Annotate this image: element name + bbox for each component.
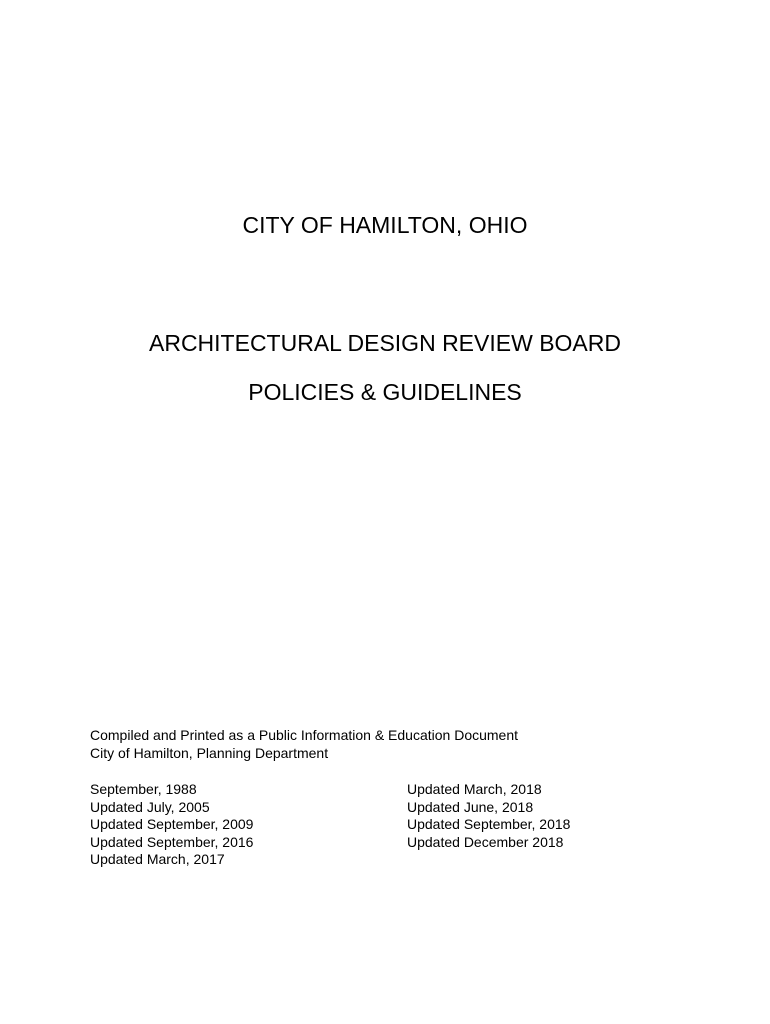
revision-dates-right bbox=[407, 781, 570, 851]
publication-line: Compiled and Printed as a Public Information & Education Document bbox=[90, 727, 519, 743]
revision-date: Updated July, 2005 bbox=[90, 798, 210, 815]
department-line: City of Hamilton, Planning Department bbox=[90, 744, 329, 761]
revision-date: Updated September, 2016 bbox=[90, 833, 254, 850]
board-title: ARCHITECTURAL DESIGN REVIEW BOARD bbox=[149, 330, 621, 356]
revision-date: Updated March, 2018 bbox=[407, 781, 542, 797]
city-title: CITY OF HAMILTON, OHIO bbox=[242, 212, 528, 238]
publication-info bbox=[90, 727, 518, 762]
revision-date: Updated September, 2018 bbox=[407, 816, 571, 832]
policies-title: POLICIES & GUIDELINES bbox=[248, 379, 522, 405]
revision-date: Updated December 2018 bbox=[407, 833, 564, 850]
revision-date: Updated March, 2017 bbox=[90, 851, 225, 867]
revision-dates-left bbox=[90, 781, 253, 869]
revision-date: Updated September, 2009 bbox=[90, 816, 254, 832]
revision-date: September, 1988 bbox=[90, 781, 197, 797]
revision-date: Updated June, 2018 bbox=[407, 798, 534, 815]
